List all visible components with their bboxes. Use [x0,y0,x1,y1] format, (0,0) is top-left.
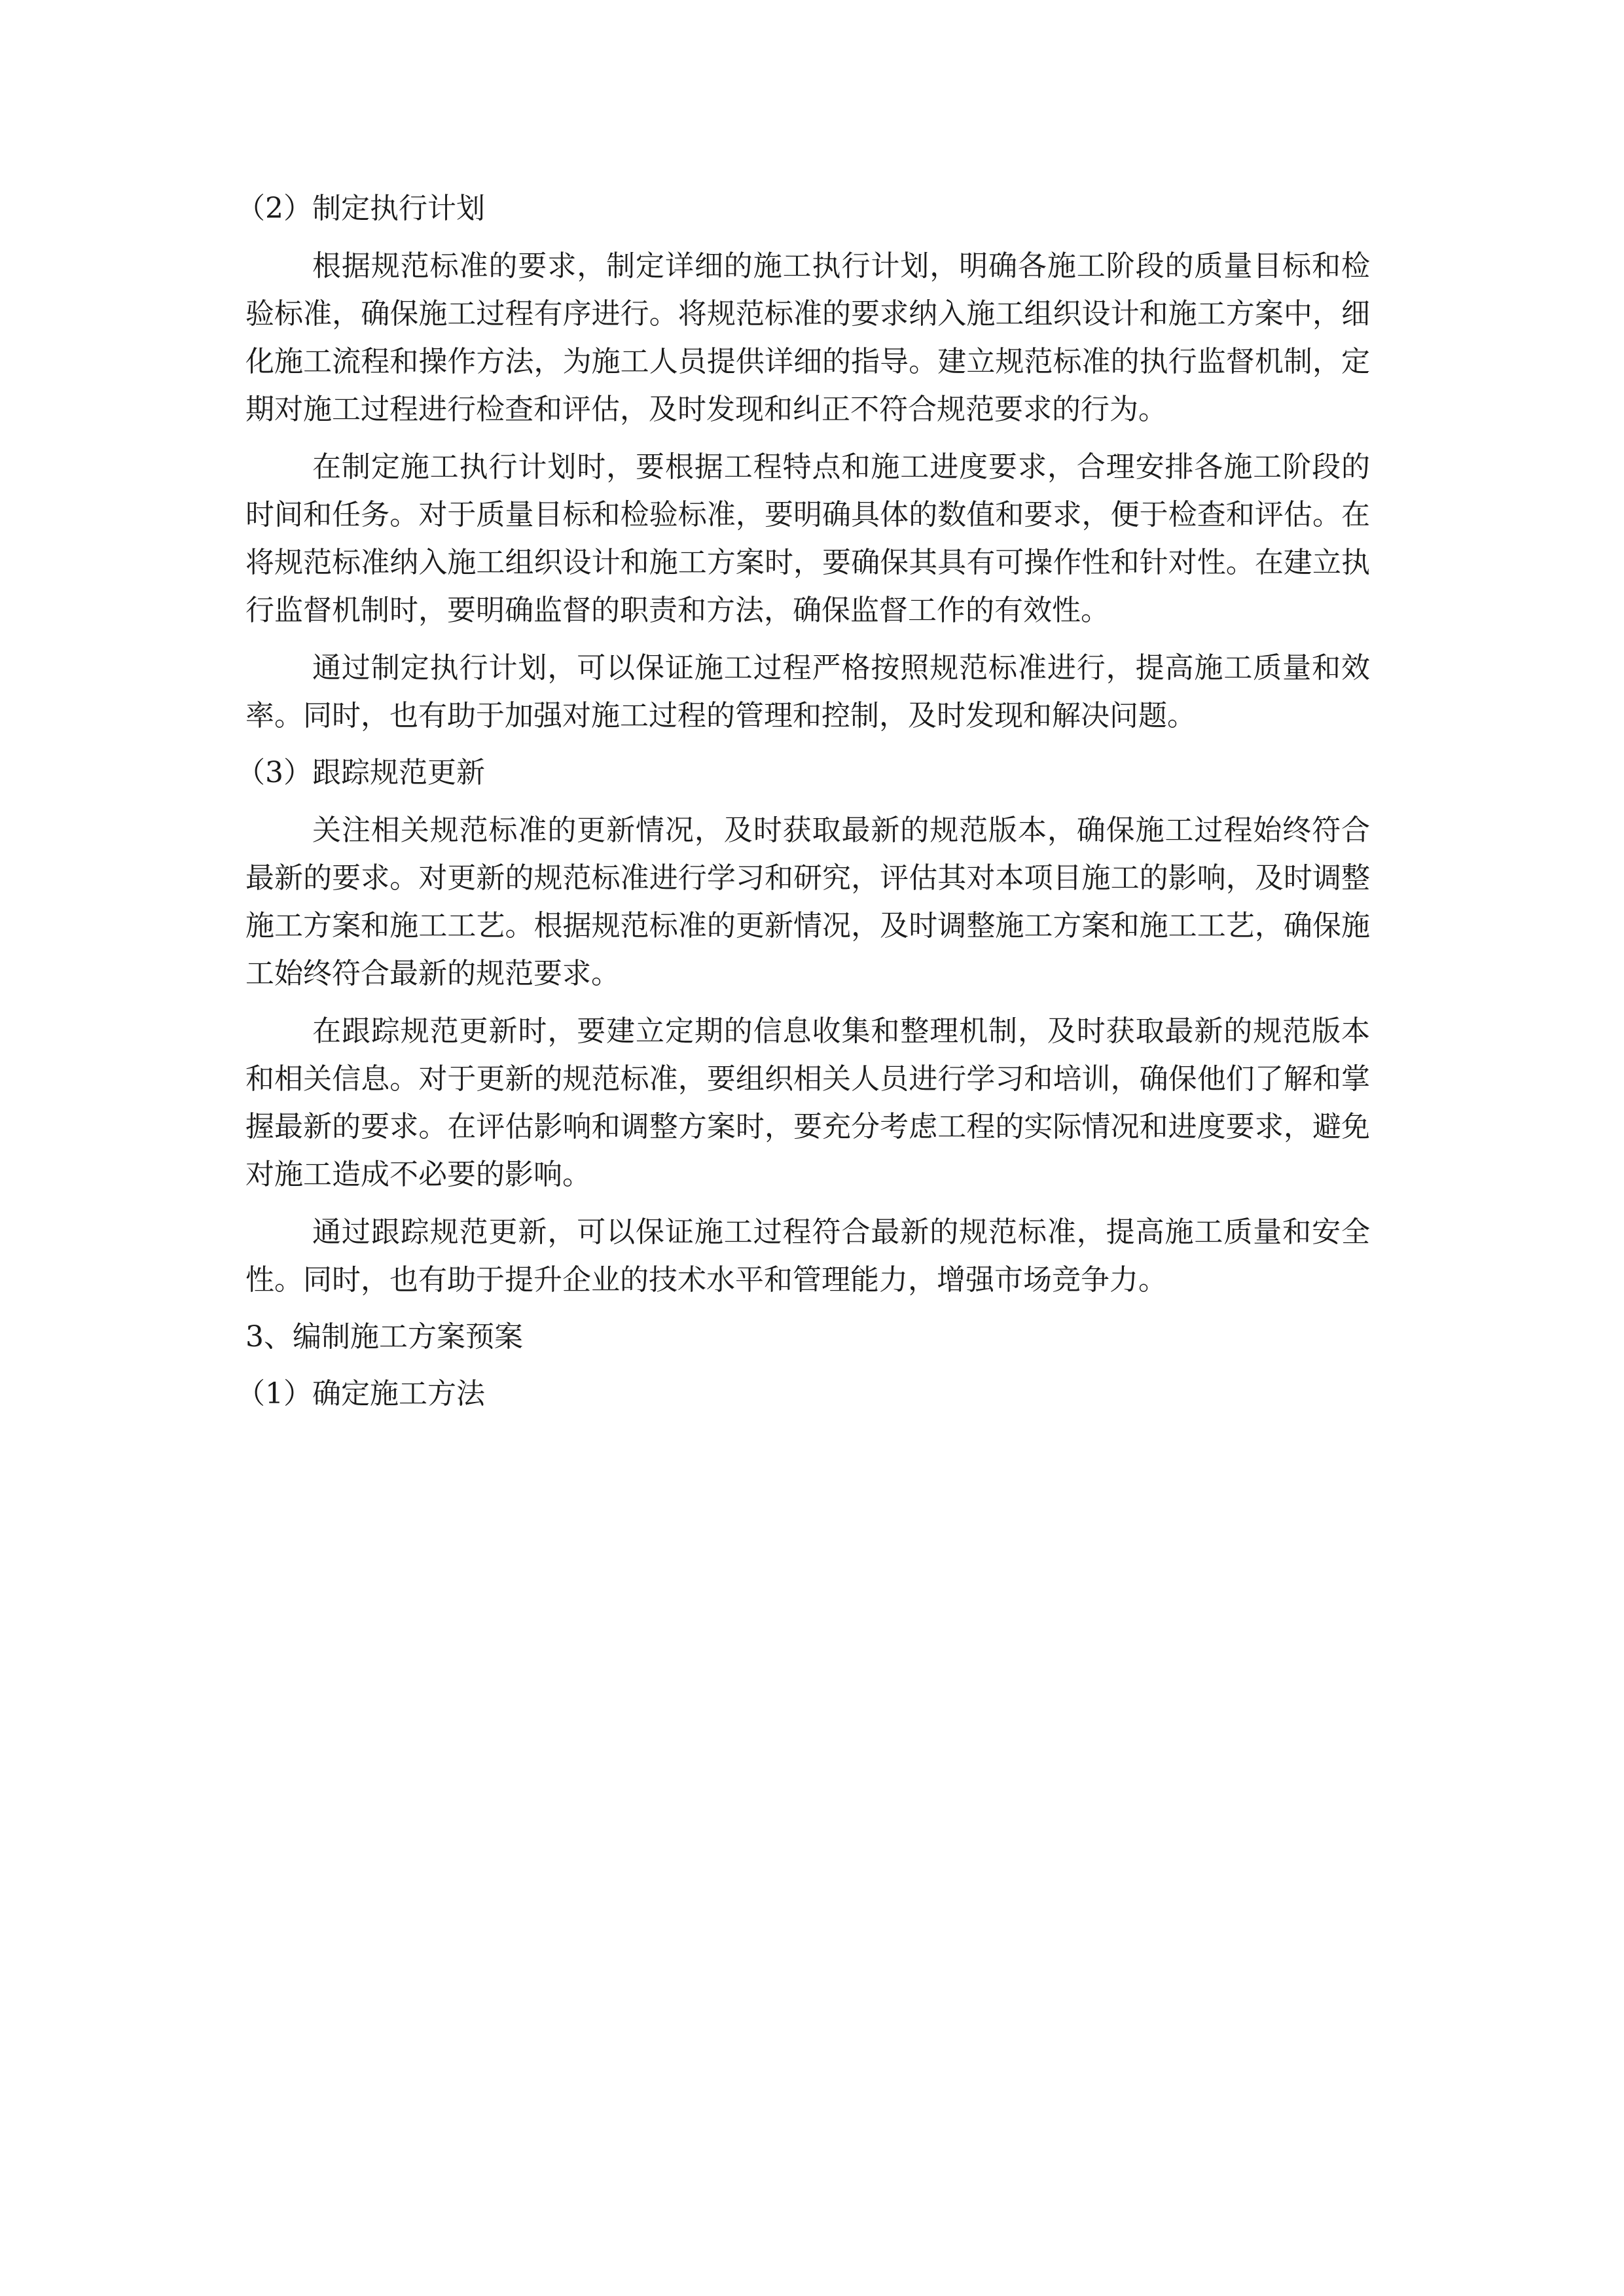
section-heading-3: （3）跟踪规范更新 [236,756,485,789]
paragraph: 在跟踪规范更新时，要建立定期的信息收集和整理机制，及时获取最新的规范版本和相关信息。对于更新的规范标准，要组织相关人员进行学习和培训，确保他们了解和掌握最新的要求。在评估影响和调整方案时，要充分考虑工程的实际情况和进度要求，避免对施工造成不必要的影响。 [245,1014,1370,1191]
chapter-heading-3: 3、编制施工方案预案 [245,1320,523,1354]
document-body [236,185,1370,1427]
section-heading-2: （2）制定执行计划 [236,192,485,225]
paragraph: 在制定施工执行计划时，要根据工程特点和施工进度要求，合理安排各施工阶段的时间和任务。对于质量目标和检验标准，要明确具体的数值和要求，便于检查和评估。在将规范标准纳入施工组织设计和施工方案时，要确保其具有可操作性和针对性。在建立执行监督机制时，要明确监督的职责和方法，确保监督工作的有效性。 [245,450,1370,627]
paragraph: 通过跟踪规范更新，可以保证施工过程符合最新的规范标准，提高施工质量和安全性。同时，也有助于提升企业的技术水平和管理能力，增强市场竞争力。 [245,1215,1370,1297]
paragraph: 根据规范标准的要求，制定详细的施工执行计划，明确各施工阶段的质量目标和检验标准，确保施工过程有序进行。将规范标准的要求纳入施工组织设计和施工方案中，细化施工流程和操作方法，为施工人员提供详细的指导。建立规范标准的执行监督机制，定期对施工过程进行检查和评估，及时发现和纠正不符合规范要求的行为。 [245,249,1370,426]
paragraph: 通过制定执行计划，可以保证施工过程严格按照规范标准进行，提高施工质量和效率。同时，也有助于加强对施工过程的管理和控制，及时发现和解决问题。 [245,651,1370,732]
section-heading-1: （1）确定施工方法 [236,1377,485,1410]
paragraph: 关注相关规范标准的更新情况，及时获取最新的规范版本，确保施工过程始终符合最新的要求。对更新的规范标准进行学习和研究，评估其对本项目施工的影响，及时调整施工方案和施工工艺。根据规范标准的更新情况，及时调整施工方案和施工工艺，确保施工始终符合最新的规范要求。 [245,814,1370,990]
